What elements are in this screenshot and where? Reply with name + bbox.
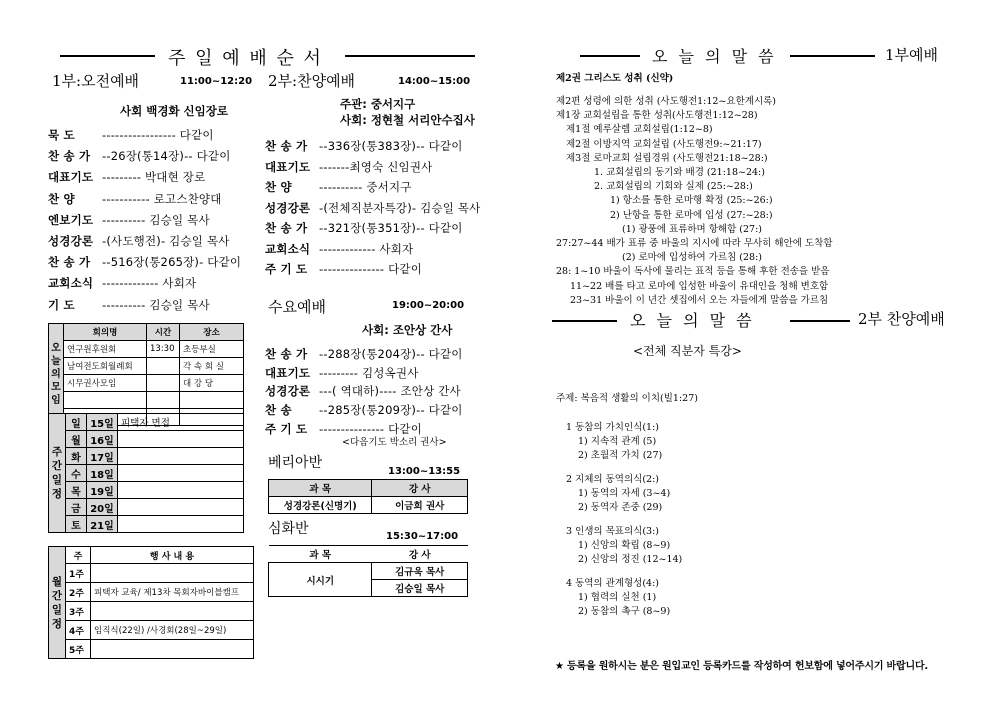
meeting-place: 초등부실 [180, 341, 244, 358]
berea-header-teacher: 강 사 [372, 480, 468, 497]
monthly-header-event: 행 사 내 용 [91, 547, 254, 564]
berea-teacher: 이금희 권사 [372, 497, 468, 514]
monthly-schedule-table [48, 546, 254, 659]
order-value: ---------- 김승일 목사 [102, 297, 210, 312]
meeting-name: 시무권사모임 [64, 375, 147, 392]
service1-leader: 사회 백경화 신임장로 [120, 104, 228, 118]
weekly-event [118, 448, 244, 465]
sermon1-title: 오 늘 의 말 씀 [652, 47, 777, 66]
order-row [265, 346, 463, 362]
deep-class-name: 심화반 [268, 521, 309, 537]
order-label: 대표기도 [265, 365, 311, 380]
order-label: 찬 송 가 [48, 149, 91, 164]
monthly-event: 피택자 교육/ 제13차 목회자바이블캠프 [91, 583, 254, 602]
deep-header-teacher: 강 사 [372, 546, 468, 563]
order-value: --------------- 다같이 [319, 421, 423, 436]
order-row [48, 297, 210, 313]
weekly-row [49, 414, 244, 431]
deep-subject: 시시기 [269, 563, 372, 597]
weekly-row [49, 499, 244, 516]
weekly-event [118, 431, 244, 448]
meeting-time [147, 392, 180, 409]
weekly-date: 18일 [87, 465, 118, 482]
weekly-date: 20일 [87, 499, 118, 516]
order-label: 묵 도 [48, 128, 75, 142]
title-rule-right [345, 55, 475, 57]
sermon1-line: 제2절 이방지역 교회설립 (사도행전9:~21:17) [566, 138, 762, 150]
order-value: --------- 박대현 장로 [102, 170, 206, 185]
order-value: ---------- 김승일 목사 [102, 212, 210, 227]
berea-table [268, 479, 468, 514]
sermon2-subpoint: 1) 협력의 실천 (1) [578, 592, 657, 603]
monthly-week: 5주 [66, 640, 91, 659]
monthly-week: 2주 [66, 583, 91, 602]
registration-notice: ★ 등록을 원하시는 분은 원입교인 등록카드를 작성하여 헌보함에 넣어주시기 바랍니다. [555, 661, 928, 672]
order-value: ------------- 사회자 [102, 276, 197, 291]
service1-time: 11:00~12:20 [180, 76, 253, 87]
monthly-event: 임직식(22일) /사경회(28일~29일) [91, 621, 254, 640]
sermon1-line: 제2편 성령에 의한 성취 (사도행전1:12~요한계시록) [556, 96, 777, 107]
sermon2-point: 4 동역의 관계형성(4:) [566, 578, 659, 589]
meeting-time [147, 358, 180, 375]
order-label: 성경강론 [265, 200, 311, 215]
weekly-row [49, 465, 244, 482]
order-row [265, 383, 461, 399]
weekly-event: 피택자 면접 [118, 414, 244, 431]
sermon1-line: 27:27~44 배가 표류 중 바울의 지시에 따라 무사히 해안에 도착함 [556, 238, 833, 249]
weekly-event [118, 465, 244, 482]
sermon2-subpoint: 2) 초월적 가치 (27) [578, 450, 663, 461]
meetings-table [48, 323, 244, 426]
berea-time: 13:00~13:55 [388, 466, 461, 477]
meeting-name: 남여전도회월례회 [64, 358, 147, 375]
sermon1-line: 2) 난항을 통한 로마에 입성 (27:~28:) [610, 209, 773, 221]
monthly-row [49, 621, 254, 640]
weekly-event [118, 482, 244, 499]
wednesday-leader: 사회: 조안상 간사 [362, 323, 453, 337]
order-label: 찬 송 가 [265, 221, 308, 235]
order-label: 기 도 [48, 297, 75, 312]
meeting-name [64, 392, 147, 409]
order-value: --------------- 다같이 [319, 262, 423, 276]
sermon1-line: 23~31 바울이 이 년간 셋집에서 오는 자들에게 말씀을 가르침 [570, 294, 829, 306]
sermon1-line: (1) 광풍에 표류하며 항해함 (27:) [622, 223, 763, 235]
monthly-row [49, 602, 254, 621]
monthly-event [91, 564, 254, 583]
deep-class-time: 15:30~17:00 [386, 531, 459, 542]
order-row [265, 241, 413, 257]
sermon2-subpoint: 2) 동참의 촉구 (8~9) [578, 606, 671, 617]
weekly-day: 일 [66, 414, 87, 431]
sermon1-service: 1부예배 [885, 46, 939, 64]
sermon1-line: (2) 로마에 입성하여 가르침 (28:) [622, 252, 763, 264]
order-row [265, 138, 463, 154]
order-label: 교회소식 [48, 276, 94, 291]
weekly-day: 목 [66, 482, 87, 499]
sermon1-line: 28: 1~10 바울이 독사에 물리는 표적 등을 통해 후한 전송을 받음 [556, 266, 830, 278]
order-value: ------------- 사회자 [319, 241, 414, 256]
order-row [48, 148, 231, 164]
meeting-name: 연구원후원회 [64, 341, 147, 358]
sermon2-point: 2 지체의 동역의식(2:) [566, 474, 659, 485]
order-label: 엔보기도 [48, 212, 94, 227]
weekly-date: 21일 [87, 516, 118, 533]
wednesday-name: 수요예배 [268, 298, 326, 316]
sermon1-line: 제3절 로마교회 설립경위 (사도행전21:18~28:) [566, 152, 768, 164]
order-value: --321장(통351장)-- 다같이 [319, 221, 463, 235]
meeting-time [147, 375, 180, 392]
sermon2-service: 2부 찬양예배 [858, 310, 945, 328]
service2-leader: 사회: 정현철 서리안수집사 [340, 113, 475, 127]
berea-header-subject: 과 목 [269, 480, 372, 497]
wednesday-time: 19:00~20:00 [392, 300, 465, 311]
monthly-event [91, 602, 254, 621]
order-row [265, 179, 412, 195]
order-label: 찬 송 가 [265, 139, 308, 153]
sermon2-theme: 주제: 복음적 생활의 이치(빌1:27) [556, 393, 698, 404]
sermon2-point: 1 동참의 가치인식(1:) [566, 422, 659, 433]
deep-teacher-2: 김승일 목사 [372, 580, 468, 597]
order-value: --285장(통209장)-- 다같이 [319, 403, 463, 418]
weekly-event [118, 499, 244, 516]
meeting-place: 대 강 당 [180, 375, 244, 392]
monthly-header-week: 주 [66, 547, 91, 564]
order-row [48, 169, 205, 185]
order-row [48, 233, 230, 249]
monthly-week: 1주 [66, 564, 91, 583]
order-label: 성경강론 [48, 234, 94, 248]
order-value: --336장(통383장)-- 다같이 [319, 139, 463, 153]
order-value: --26장(통14장)-- 다같이 [102, 149, 231, 164]
meetings-header-place: 장소 [180, 324, 244, 341]
sermon2-subpoint: 1) 지속적 관계 (5) [578, 436, 657, 447]
monthly-row [49, 564, 254, 583]
order-row [265, 159, 432, 175]
weekly-day: 금 [66, 499, 87, 516]
sermon2-subpoint: 1) 신앙의 확립 (8~9) [578, 540, 671, 551]
sermon2-subpoint: 2) 신앙의 정진 (12~14) [578, 554, 683, 565]
order-label: 주 기 도 [265, 262, 308, 276]
sermon2-rule-mid [790, 320, 850, 322]
special-lecture-label: <전체 직분자 특강> [633, 344, 742, 358]
deep-teacher-1: 김규욱 목사 [372, 563, 468, 580]
meetings-side-text: 오늘의모임 [51, 343, 61, 406]
monthly-event [91, 640, 254, 659]
weekly-row [49, 448, 244, 465]
sermon2-point: 3 인생의 목표의식(3:) [566, 526, 659, 537]
order-row [48, 191, 222, 207]
monthly-header-row [49, 547, 254, 564]
weekly-schedule-table [48, 413, 244, 533]
monthly-row [49, 583, 254, 602]
meeting-time: 13:30 [147, 341, 180, 358]
order-label: 찬 송 가 [265, 347, 308, 361]
sermon1-line: 제1장 교회설립을 통한 성취(사도행전1:12~28) [556, 110, 758, 122]
sermon2-title: 오 늘 의 말 씀 [630, 311, 755, 330]
meeting-place [180, 392, 244, 409]
weekly-day: 화 [66, 448, 87, 465]
order-label: 성경강론 [265, 384, 311, 399]
meetings-header-time: 시간 [147, 324, 180, 341]
order-label: 찬 양 [265, 180, 292, 194]
order-value: -(전체직분자특강)- 김승일 목사 [319, 200, 481, 215]
deep-header-subject: 과 목 [269, 546, 372, 563]
order-row [48, 254, 241, 270]
order-value: --516장(통265장)- 다같이 [102, 255, 242, 270]
service1-name: 1부:오전예배 [52, 72, 140, 90]
order-value: --288장(통204장)-- 다같이 [319, 347, 463, 361]
order-row [48, 275, 196, 291]
order-row [265, 220, 463, 236]
order-value: -(사도행전)- 김승일 목사 [102, 234, 230, 248]
service2-time: 14:00~15:00 [398, 76, 471, 87]
sermon1-rule-mid [790, 55, 875, 57]
order-label: 찬 양 [48, 191, 75, 206]
berea-name: 베리아반 [268, 455, 323, 471]
weekly-event [118, 516, 244, 533]
order-value: ---------- 중서지구 [319, 180, 412, 194]
order-value: ----------------- 다같이 [102, 128, 214, 142]
sermon1-line: 11~22 배를 타고 로마에 입성한 바울이 유대인을 청해 변호함 [570, 280, 829, 292]
weekly-date: 16일 [87, 431, 118, 448]
title-rule-left [60, 55, 155, 57]
order-label: 주 기 도 [265, 421, 308, 436]
sermon1-line: 1. 교회설립의 동기와 배경 (21:18~24:) [594, 167, 765, 178]
deep-class-table [268, 545, 468, 597]
weekly-date: 15일 [87, 414, 118, 431]
meetings-header-name: 회의명 [64, 324, 147, 341]
weekly-day: 토 [66, 516, 87, 533]
sermon2-subpoint: 2) 동역자 존중 (29) [578, 502, 663, 513]
order-label: 찬 송 가 [48, 255, 91, 270]
order-row [265, 365, 419, 381]
order-value: --------- 김성옥권사 [319, 365, 419, 380]
weekly-day: 월 [66, 431, 87, 448]
order-row [265, 402, 463, 418]
weekly-date: 17일 [87, 448, 118, 465]
sermon2-rule-left [552, 320, 617, 322]
order-label: 대표기도 [48, 170, 94, 185]
sermon1-rule-left [580, 55, 640, 57]
order-row [265, 261, 422, 277]
order-value: ---( 역대하)---- 조안상 간사 [319, 384, 461, 399]
next-prayer-note: <다음기도 박소리 권사> [342, 437, 447, 448]
order-row [265, 200, 481, 216]
monthly-side-label: 월간일정 [49, 547, 66, 659]
weekly-row [49, 431, 244, 448]
order-label: 찬 송 [265, 403, 292, 418]
order-label: 대표기도 [265, 159, 311, 174]
worship-order-title: 주 일 예 배 순 서 [168, 48, 323, 69]
weekly-side-label: 주간일정 [49, 414, 66, 533]
monthly-week: 3주 [66, 602, 91, 621]
berea-subject: 성경강론(신명기) [269, 497, 372, 514]
monthly-row [49, 640, 254, 659]
order-value: -------최영숙 신임권사 [319, 159, 433, 174]
order-row [48, 127, 214, 143]
order-row [48, 212, 210, 228]
weekly-day: 수 [66, 465, 87, 482]
service2-name: 2부:찬양예배 [268, 72, 356, 90]
sermon1-line: 2. 교회설립의 기회와 실제 (25:~28:) [594, 181, 753, 193]
meeting-place: 각 속 회 실 [180, 358, 244, 375]
service2-host: 주관: 중서지구 [340, 97, 416, 111]
weekly-date: 19일 [87, 482, 118, 499]
meetings-side-label [49, 324, 64, 426]
sermon2-subpoint: 1) 동역의 자세 (3~4) [578, 488, 671, 499]
sermon1-line: 제1절 예루살렘 교회설립(1:12~8) [566, 124, 713, 136]
weekly-row [49, 482, 244, 499]
order-label: 교회소식 [265, 241, 311, 256]
order-value: ----------- 로고스찬양대 [102, 191, 222, 206]
sermon1-line: 제2권 그리스도 성취 (신약) [556, 73, 674, 84]
weekly-row [49, 516, 244, 533]
monthly-week: 4주 [66, 621, 91, 640]
sermon1-line: 1) 항소를 통한 로마행 확정 (25:~26:) [610, 195, 773, 207]
